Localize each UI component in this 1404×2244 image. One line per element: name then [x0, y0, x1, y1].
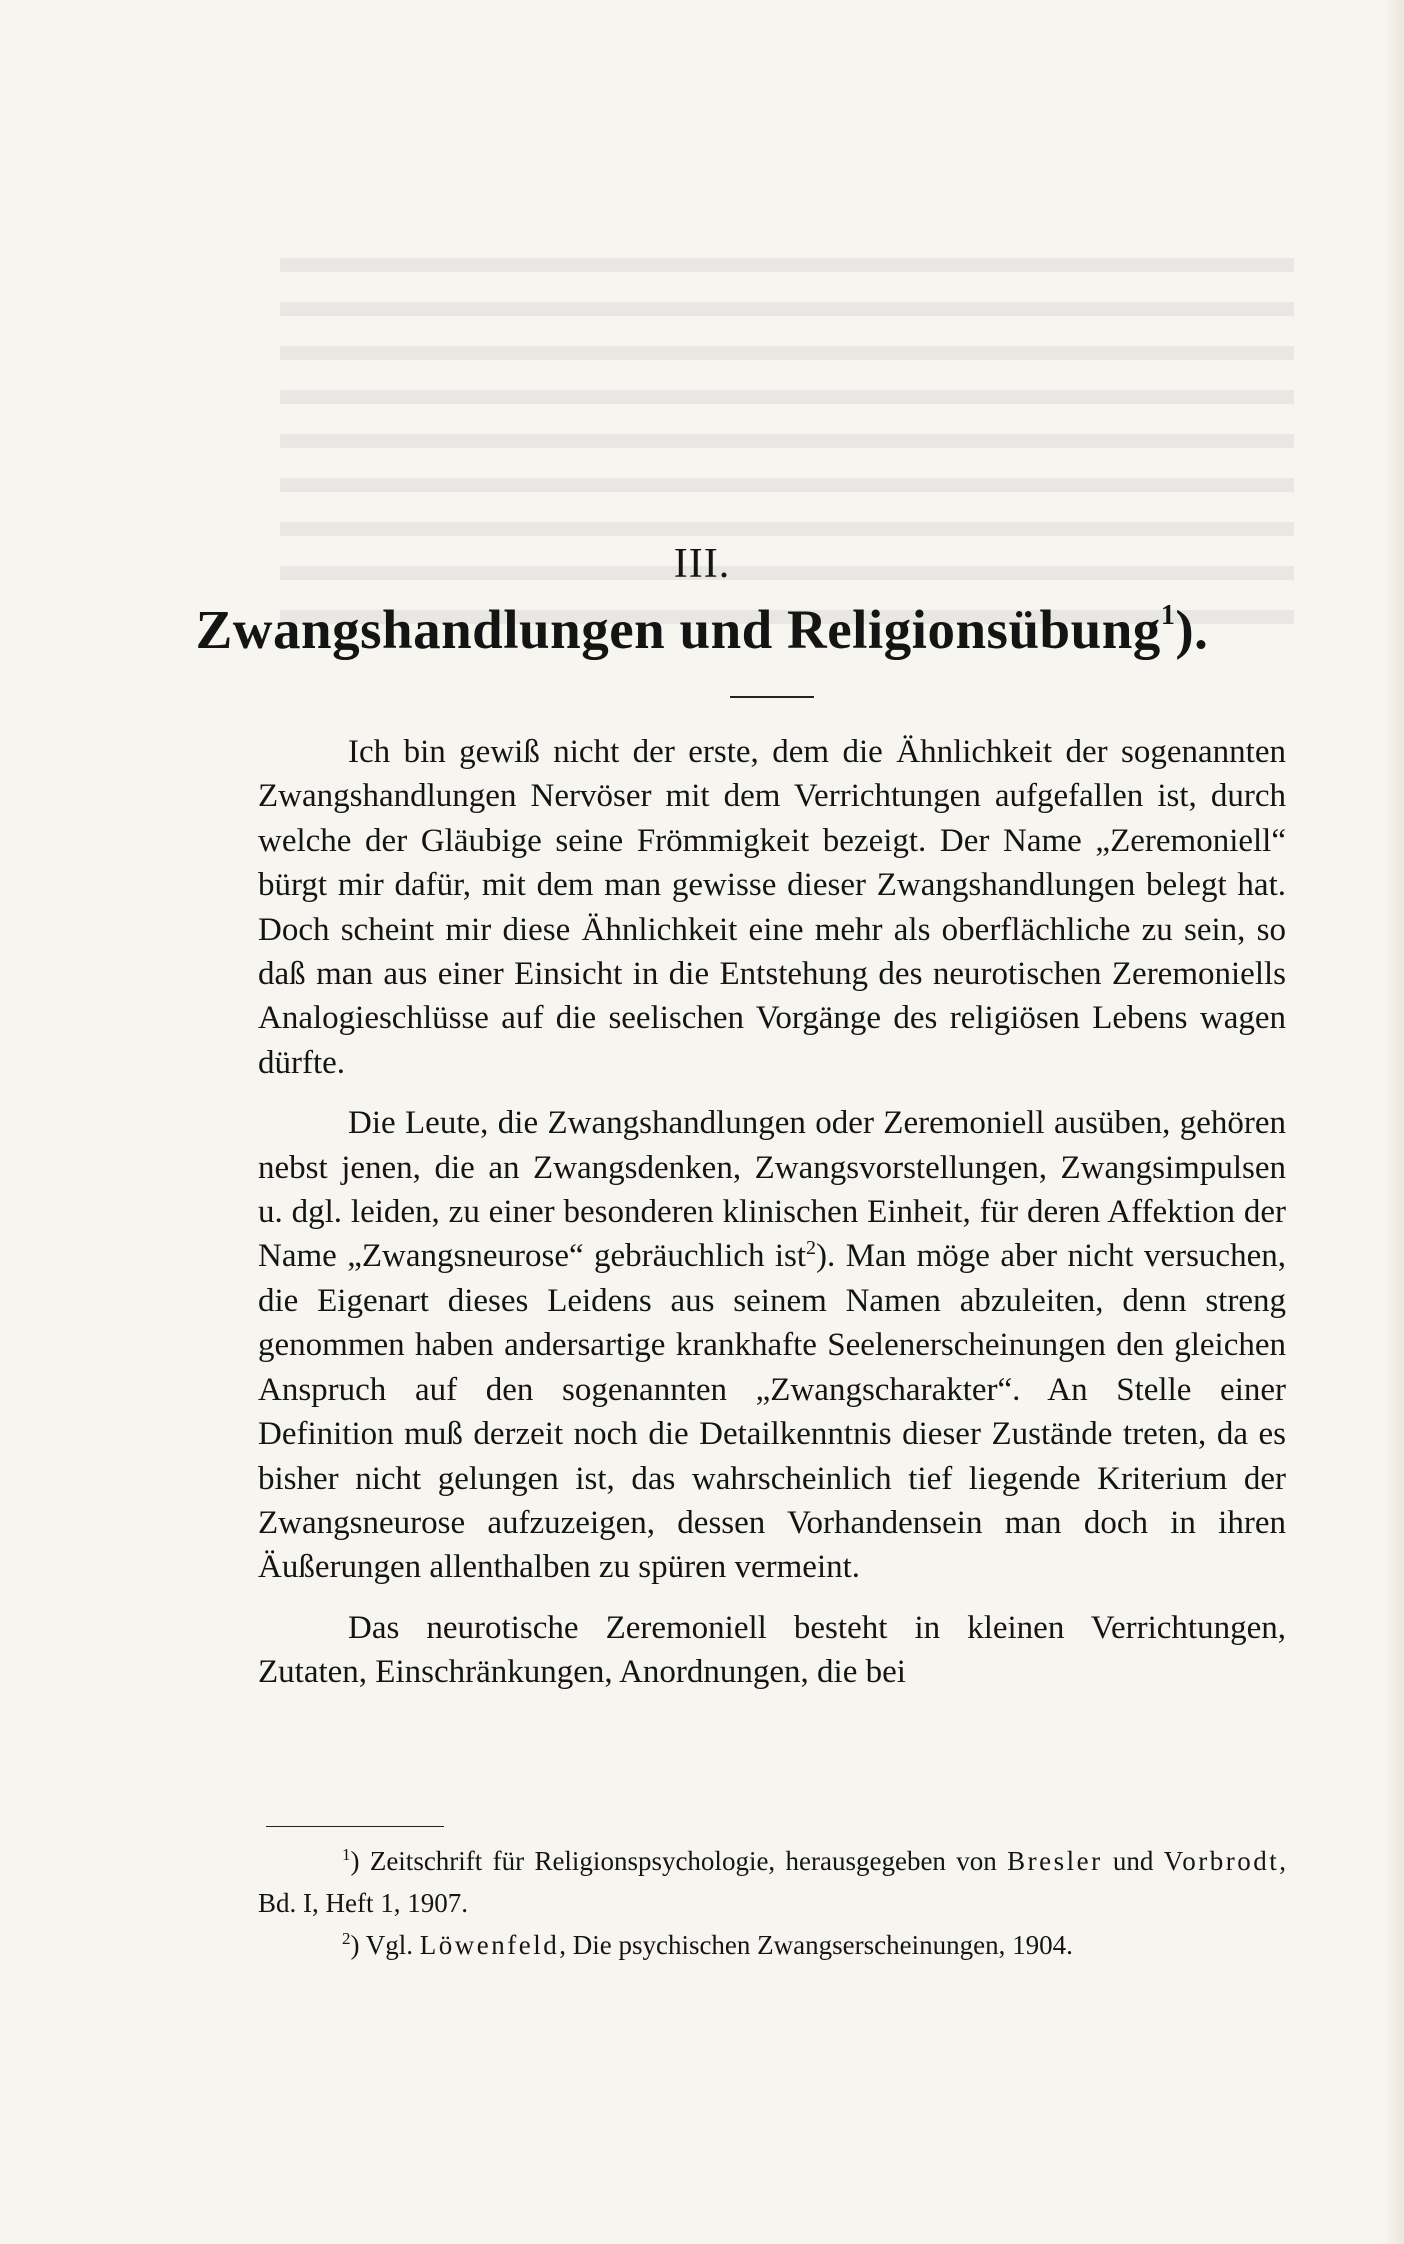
chapter-title-text: Zwangshandlungen und Religionsübung	[195, 599, 1161, 660]
footnote-2-author: Löwenfeld	[419, 1930, 560, 1960]
footnote-1-text-b: und	[1102, 1846, 1164, 1876]
footnote-2-marker: 2	[342, 1929, 351, 1948]
footnote-1-text-a: Zeitschrift für Religionspsychologie, herausgegeben von	[359, 1846, 1008, 1876]
title-footnote-marker: 1	[1160, 600, 1176, 631]
footnote-1-author-b: Vorbrodt	[1163, 1846, 1280, 1876]
footnote-2	[258, 1924, 1286, 1966]
footnote-2-text-b: , Die psychischen Zwangserscheinungen, 1904.	[559, 1930, 1073, 1960]
footnote-1-bracket: )	[350, 1846, 360, 1876]
show-through-text	[0, 150, 1404, 670]
title-divider	[730, 696, 814, 698]
paragraph-2	[258, 1101, 1286, 1589]
footnote-1-marker: 1	[342, 1845, 351, 1864]
chapter-title	[0, 598, 1404, 661]
footnote-1-author-a: Bresler	[1007, 1846, 1103, 1876]
paragraph-2-text-b: ). Man möge aber nicht versuchen, die Eigenart dieses Leidens aus seinem Namen abzuleiten, denn streng genommen haben andersartige krankhafte Seelenerscheinungen den gleichen Anspruch auf den sogenannten „Zwangscharakter“. An Stelle einer Definition muß derzeit noch die Detailkenntnis dieser Zustände treten, da es bisher nicht gelungen ist, das wahrscheinlich tief liegende Kriterium der Zwangsneurose aufzuzeigen, dessen Vorhandensein man doch in ihren Äußerungen allenthalben zu spüren vermeint.	[258, 1238, 1286, 1586]
footnote-1	[258, 1840, 1286, 1924]
paragraph-1: Ich bin gewiß nicht der erste, dem die Ähnlichkeit der sogenannten Zwangshandlungen Nervöser mit dem Verrichtungen aufgefallen ist, durch welche der Gläubige seine Frömmigkeit bezeigt. Der Name „Zeremoniell“ bürgt mir dafür, mit dem man gewisse dieser Zwangshandlungen belegt hat. Doch scheint mir diese Ähnlichkeit eine mehr als oberflächliche zu sein, so daß man aus einer Einsicht in die Entstehung des neurotischen Zeremoniells Analogieschlüsse auf die seelischen Vorgänge des religiösen Lebens wagen dürfte.	[258, 734, 1286, 1081]
footnote-divider	[266, 1826, 444, 1827]
footnotes	[258, 1840, 1286, 1966]
chapter-title-suffix: ).	[1175, 599, 1209, 660]
paragraph-3: Das neurotische Zeremoniell besteht in kleinen Verrichtungen, Zutaten, Einschränkungen, Anordnungen, die bei	[258, 1609, 1286, 1691]
chapter-number: III.	[673, 541, 731, 587]
footnote-1-text-c: , Bd. I, Heft 1, 1907.	[258, 1846, 1286, 1918]
paragraph-2-text-a: Die Leute, die Zwangshandlungen oder Zeremoniell ausüben, gehören nebst jenen, die an Zwangsdenken, Zwangsvorstellungen, Zwangsimpulsen u. dgl. leiden, zu einer besonderen klinischen Einheit, für deren Affektion der Name „Zwangsneurose“ gebräuchlich ist	[258, 1105, 1286, 1275]
body-text	[258, 730, 1286, 1695]
footnote-2-text-a: Vgl.	[359, 1930, 420, 1960]
footnote-2-bracket: )	[350, 1930, 360, 1960]
footnote-marker-2: 2	[806, 1237, 817, 1260]
